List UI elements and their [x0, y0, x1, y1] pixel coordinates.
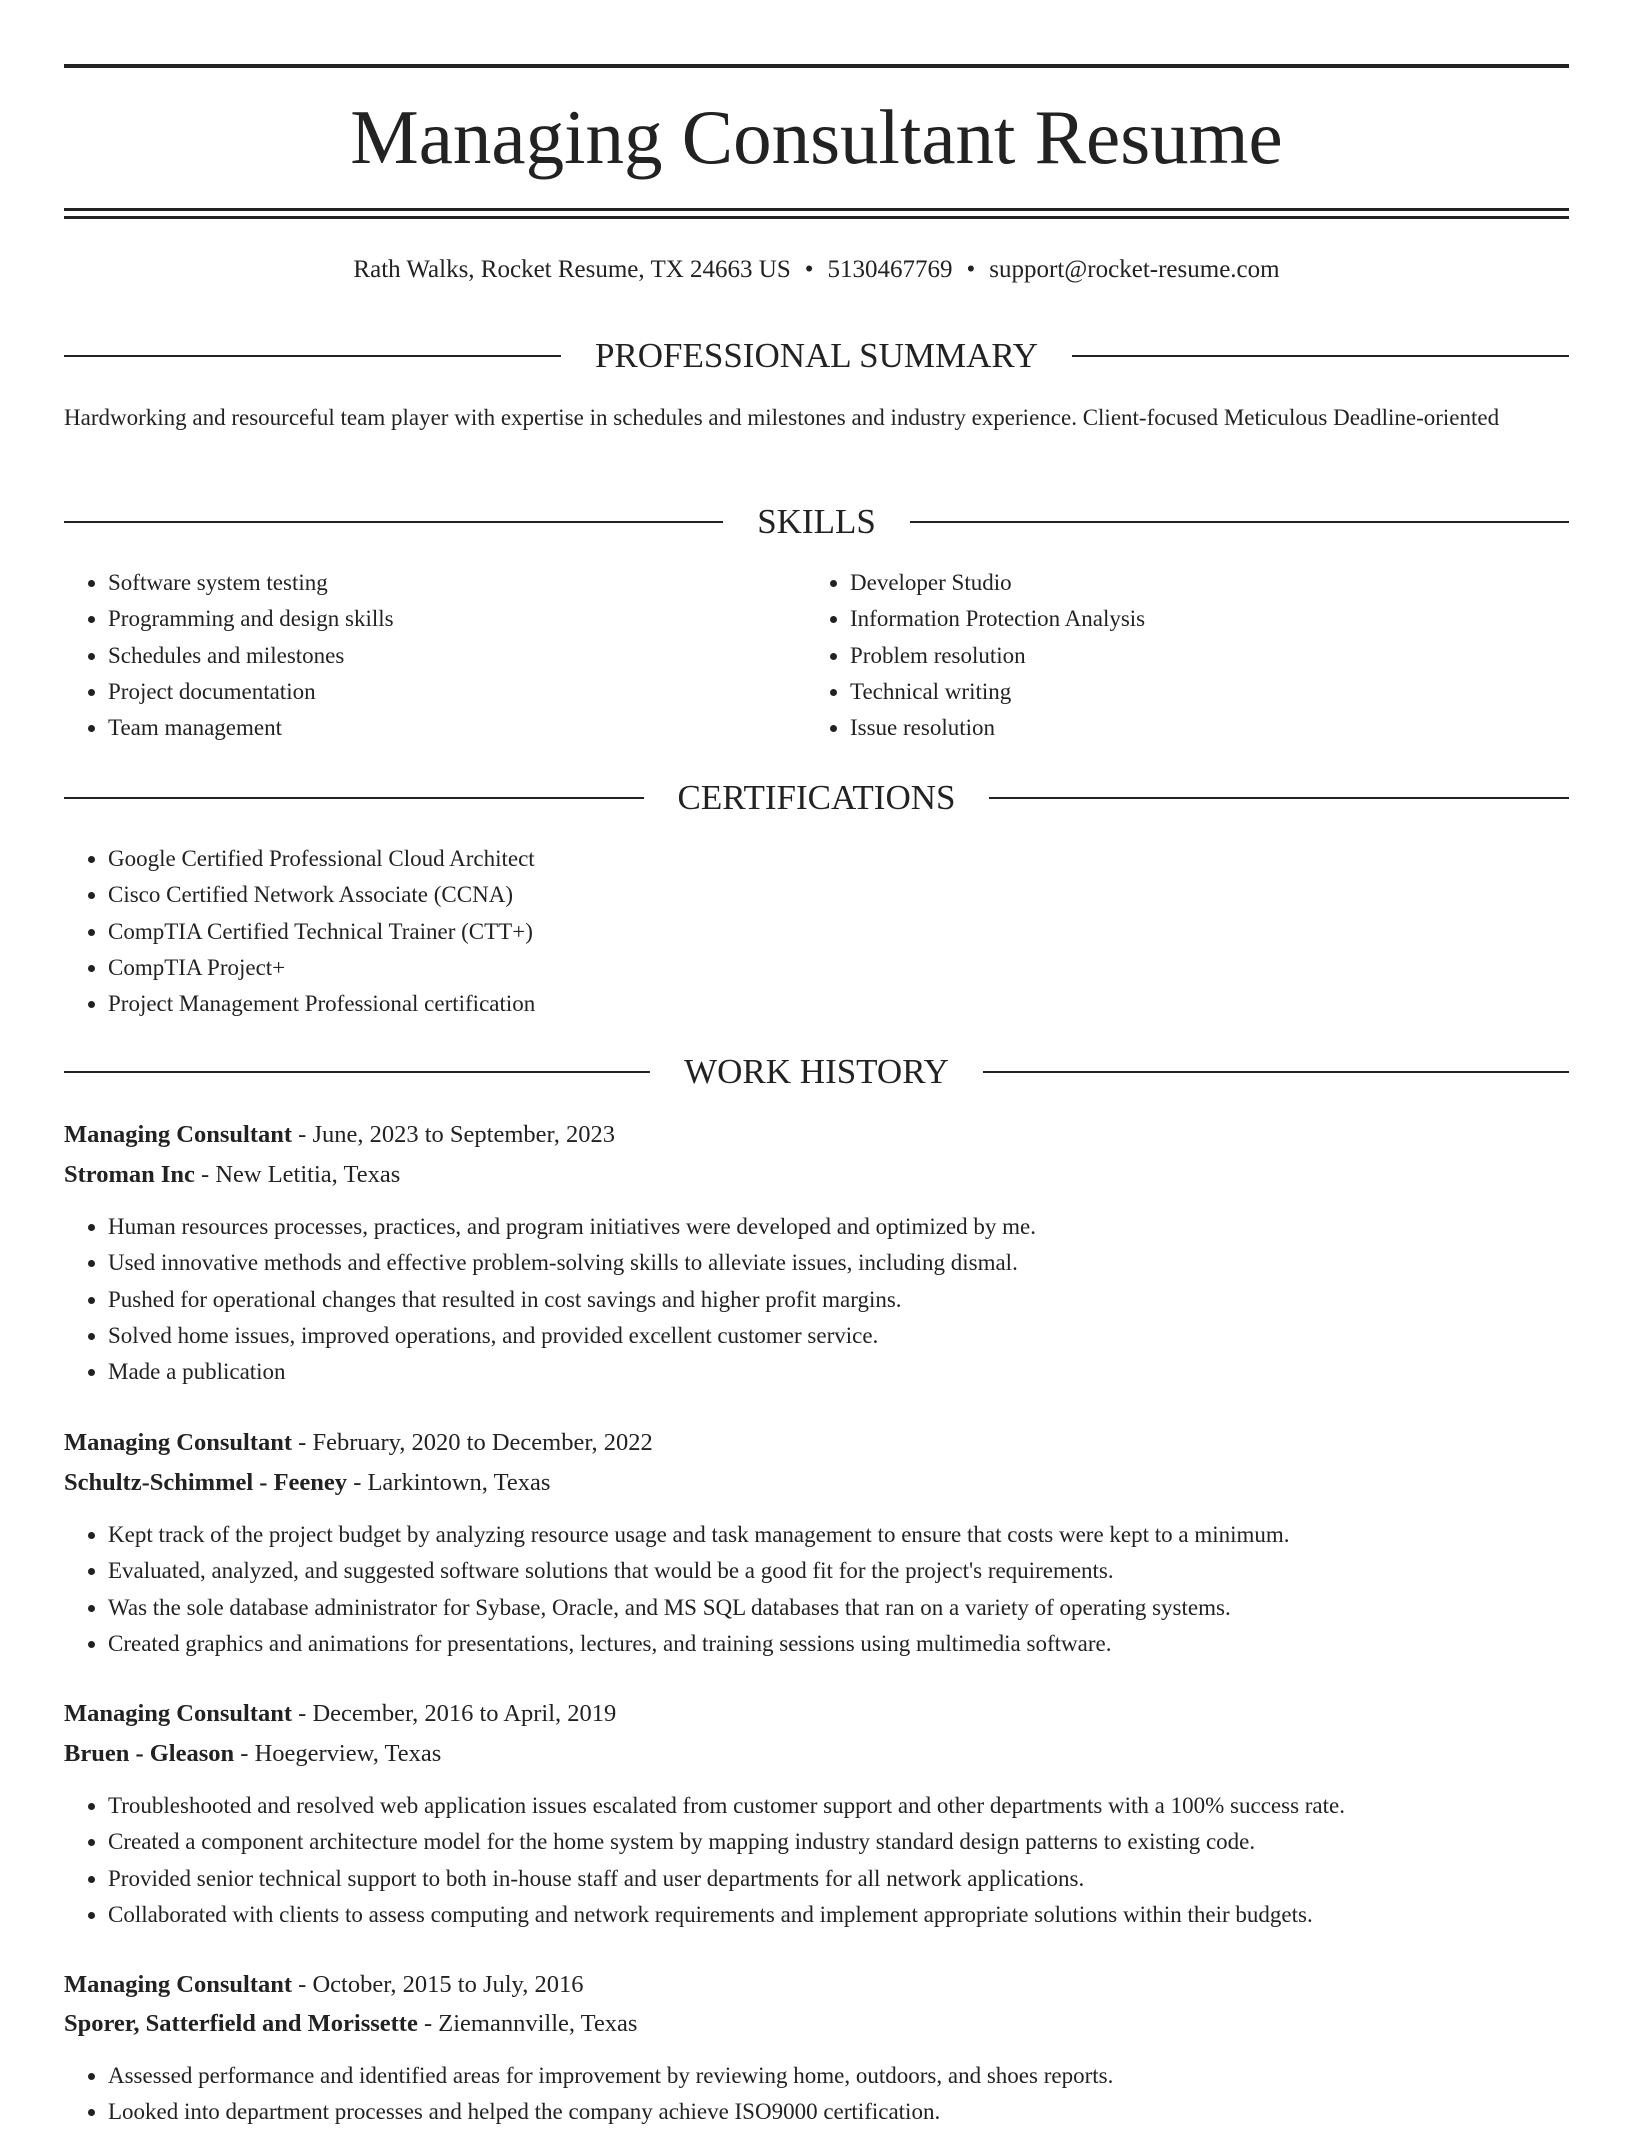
job-bullets	[64, 2058, 1568, 2131]
list-item: • Problem resolution	[850, 638, 1550, 674]
job-title: Managing Consultant	[64, 1700, 293, 1727]
list-item: • Team management	[108, 710, 808, 746]
list-item: • Created a component architecture model for the home system by mapping industry standard design patterns to existing code.	[108, 1824, 1608, 1860]
list-item: • Project documentation	[108, 674, 808, 710]
list-item: • Human resources processes, practices, and program initiatives were developed and optimized by me.	[108, 1209, 1568, 1245]
list-item: • Evaluated, analyzed, and suggested software solutions that would be a good fit for the project's requirements.	[108, 1553, 1568, 1589]
list-item: • Was the sole database administrator for Sybase, Oracle, and MS SQL databases that ran on a variety of operating systems.	[108, 1590, 1568, 1626]
section-header-work	[64, 1050, 1569, 1094]
job-company-line	[64, 1155, 400, 1195]
job-title-line	[64, 1423, 653, 1463]
job-company: Schultz-Schimmel - Feeney	[64, 1469, 348, 1496]
contact-email: support@rocket-resume.com	[989, 256, 1280, 283]
list-item: • Project Management Professional certification	[108, 986, 1508, 1022]
skills-list-left	[64, 565, 808, 746]
list-item: • Used innovative methods and effective problem-solving skills to alleviate issues, including dismal.	[108, 1245, 1568, 1281]
contact-address: Rath Walks, Rocket Resume, TX 24663 US	[353, 256, 791, 283]
job-location: - Hoegerview, Texas	[234, 1740, 442, 1767]
job-bullets	[64, 1788, 1608, 1933]
list-item: • Cisco Certified Network Associate (CCNA)	[108, 877, 1508, 913]
job-company: Bruen - Gleason	[64, 1740, 235, 1767]
resume-title: Managing Consultant Resume	[350, 94, 1283, 180]
job-dates: - December, 2016 to April, 2019	[292, 1700, 617, 1727]
top-rule	[64, 64, 1569, 68]
list-item: • Schedules and milestones	[108, 638, 808, 674]
list-item: • Programming and design skills	[108, 601, 808, 637]
list-item: • Information Protection Analysis	[850, 601, 1550, 637]
job-title-line	[64, 1965, 583, 2005]
section-rule	[989, 797, 1569, 799]
list-item: • CompTIA Certified Technical Trainer (CTT+)	[108, 914, 1508, 950]
job-dates: - June, 2023 to September, 2023	[292, 1121, 615, 1148]
list-item: • Solved home issues, improved operations, and provided excellent customer service.	[108, 1318, 1568, 1354]
skills-list-right	[806, 565, 1550, 746]
list-item: • Troubleshooted and resolved web application issues escalated from customer support and other departments with a 100% success rate.	[108, 1788, 1608, 1824]
summary-text: Hardworking and resourceful team player with expertise in schedules and milestones and industry experience. Client-focused Meticulous Deadline-oriented	[64, 405, 1500, 430]
list-item: • Developer Studio	[850, 565, 1550, 601]
section-title: SKILLS	[757, 502, 876, 541]
job-title-line	[64, 1694, 616, 1734]
list-item: • Looked into department processes and helped the company achieve ISO9000 certification.	[108, 2094, 1568, 2130]
section-rule	[64, 355, 561, 357]
list-item: • Pushed for operational changes that resulted in cost savings and higher profit margins.	[108, 1282, 1568, 1318]
contact-separator: •	[804, 256, 814, 283]
section-rule	[910, 521, 1569, 523]
job-company-line	[64, 1734, 441, 1774]
job-dates: - February, 2020 to December, 2022	[292, 1429, 653, 1456]
list-item: • Issue resolution	[850, 710, 1550, 746]
section-header-summary	[64, 334, 1569, 378]
job-bullets	[64, 1209, 1568, 1390]
job-bullets	[64, 1517, 1568, 1662]
section-rule	[1072, 355, 1569, 357]
certifications-list	[64, 841, 1508, 1022]
contact-phone: 5130467769	[827, 256, 953, 283]
section-rule	[64, 1071, 650, 1073]
job-company-line	[64, 1463, 550, 1503]
job-title-line	[64, 1115, 615, 1155]
job-dates: - October, 2015 to July, 2016	[292, 1971, 584, 1998]
job-company-line	[64, 2004, 637, 2044]
section-header-certifications	[64, 776, 1569, 820]
contact-separator: •	[966, 256, 976, 283]
section-rule	[64, 521, 723, 523]
list-item: • CompTIA Project+	[108, 950, 1508, 986]
section-rule	[983, 1071, 1569, 1073]
job-location: - New Letitia, Texas	[194, 1161, 401, 1188]
title-rule-lower	[64, 216, 1569, 219]
list-item: • Collaborated with clients to assess computing and network requirements and implement appropriate solutions within their budgets.	[108, 1897, 1608, 1933]
list-item: • Made a publication	[108, 1354, 1568, 1390]
list-item: • Created graphics and animations for presentations, lectures, and training sessions using multimedia software.	[108, 1626, 1568, 1662]
list-item: • Software system testing	[108, 565, 808, 601]
section-header-skills	[64, 500, 1569, 544]
list-item: • Assessed performance and identified areas for improvement by reviewing home, outdoors, and shoes reports.	[108, 2058, 1568, 2094]
section-title: CERTIFICATIONS	[677, 778, 956, 817]
job-location: - Ziemannville, Texas	[417, 2010, 638, 2037]
job-title: Managing Consultant	[64, 1971, 293, 1998]
list-item: • Provided senior technical support to both in-house staff and user departments for all network applications.	[108, 1861, 1608, 1897]
contact-line	[64, 252, 1569, 288]
list-item: • Google Certified Professional Cloud Architect	[108, 841, 1508, 877]
section-title: PROFESSIONAL SUMMARY	[594, 336, 1039, 375]
list-item: • Technical writing	[850, 674, 1550, 710]
job-company: Sporer, Satterfield and Morissette	[64, 2010, 418, 2037]
list-item: • Kept track of the project budget by analyzing resource usage and task management to ensure that costs were kept to a minimum.	[108, 1517, 1568, 1553]
section-rule	[64, 797, 644, 799]
job-title: Managing Consultant	[64, 1429, 293, 1456]
title-rule-upper	[64, 208, 1569, 211]
job-location: - Larkintown, Texas	[347, 1469, 551, 1496]
job-title: Managing Consultant	[64, 1121, 293, 1148]
job-company: Stroman Inc	[64, 1161, 195, 1188]
section-title: WORK HISTORY	[684, 1052, 949, 1091]
